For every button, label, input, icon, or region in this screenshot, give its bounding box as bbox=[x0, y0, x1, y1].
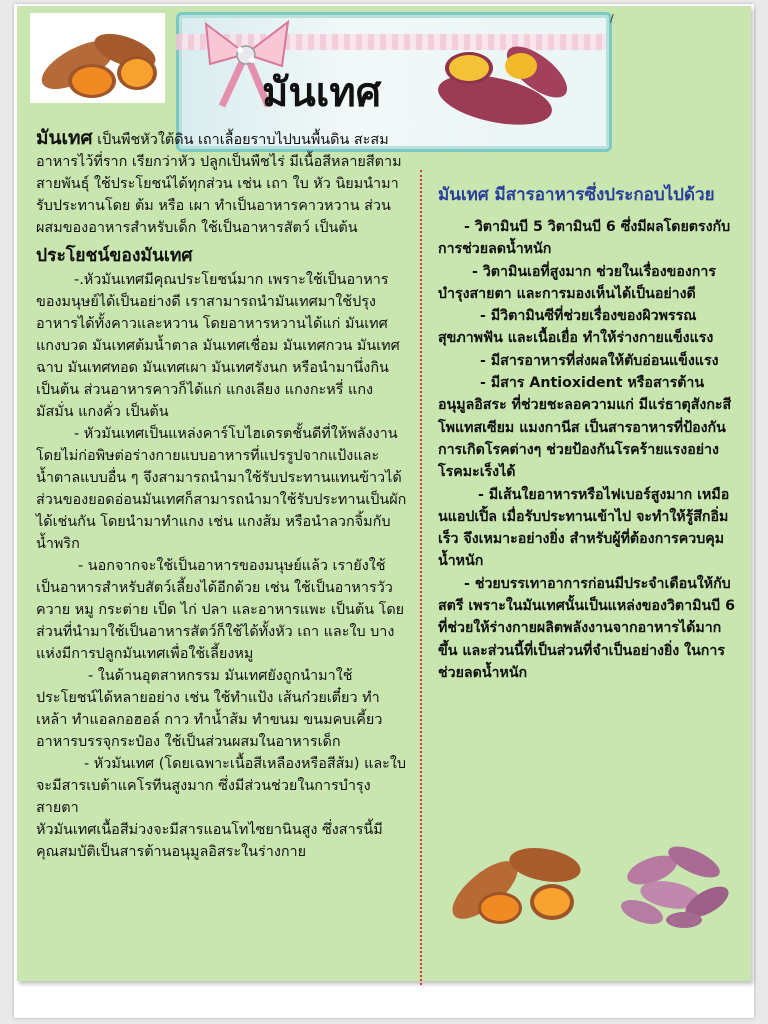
nutrient-item-6: - มีเส้นใยอาหารหรือไฟเบอร์สูงมาก เหมือนแอปเปิ้ล เมื่อรับประทานเข้าไป จะทำให้รู้สึกอิ่มเร็ว จึงเหมาะอย่างยิ่ง สำหรับผู้ที่ต้องการควบคุมน้ำหนัก bbox=[438, 486, 730, 570]
sweet-potato-image-bottom-left bbox=[440, 830, 590, 930]
page-title: มันเทศ bbox=[262, 70, 382, 116]
left-column bbox=[36, 127, 408, 863]
purple-sweet-potato-image bbox=[612, 840, 738, 932]
benefit-paragraph-5: - หัวมันเทศ (โดยเฉพาะเนื้อสีเหลืองหรือสีส้ม) และใบ จะมีสารเบต้าแคโรทีนสูงมาก ซึ่งมีส่วนช่วยในการบำรุงสายตา bbox=[36, 756, 407, 816]
nutrient-item-2: - วิตามินเอที่สูงมาก ช่วยในเรื่องของการบำรุงสายตา และการมองเห็นได้เป็นอย่างดี bbox=[438, 263, 716, 302]
banner-mark: / bbox=[610, 12, 614, 25]
sweet-potato-image-top-left bbox=[30, 13, 165, 103]
benefit-paragraph-2: - หัวมันเทศเป็นแหล่งคาร์โบไฮเดรตชั้นดีที่ให้พลังงานโดยไม่ก่อพิษต่อร่างกายแบบอาหารที่แปรรูปจากแป้งและน้ำตาลแบบอื่น ๆ จึงสามารถนำมาใช้รับประทานแทนข้าวได้ ส่วนของยอดอ่อนมันเทศก็สามารถนำมาใช้รับประทานเป็นผักได้เช่นกัน โดยนำมาทำแกง เช่น แกงส้ม หรือนำลวกจิ้มกับน้ำพริก bbox=[36, 426, 407, 552]
intro-text: เป็นพืชหัวใต้ดิน เถาเลื้อยราบไปบนพื้นดิน สะสมอาหารไว้ที่ราก เรียกว่าหัว ปลูกเป็นพืชไร่ มีเนื้อสีหลายสีตามสายพันธุ์ ใช้ประโยชน์ได้ทุกส่วน เช่น เถา ใบ หัว นิยมนำมารับประทานโดย ต้ม หรือ เผา ทำเป็นอาหารคาวหวาน ส่วนผสมของอาหารสำหรับเด็ก ใช้เป็นอาหารสัตว์ เป็นต้น bbox=[36, 132, 402, 236]
intro-bold-word: มันเทศ bbox=[36, 127, 93, 149]
column-divider bbox=[420, 170, 422, 985]
nutrient-item-7: - ช่วยบรรเทาอาการก่อนมีประจำเดือนให้กับสตรี เพราะในมันเทศนั้นเป็นแหล่งของวิตามินบี 6 ที่ช่วยให้ร่างกายผลิตพลังงานจากอาหารได้มากขึ้น และส่วนนี้ที่เป็นส่วนที่จำเป็นอย่างยิ่ง ในการช่วยลดน้ำหนัก bbox=[438, 575, 735, 681]
right-column bbox=[438, 182, 738, 684]
benefit-paragraph-3: - นอกจากจะใช้เป็นอาหารของมนุษย์แล้ว เรายังใช้เป็นอาหารสำหรับสัตว์เลี้ยงได้อีกด้วย เช่น ใช้เป็นอาหารวัว ควาย หมู กระต่าย เป็ด ไก่ ปลา และอาหารแพะ เป็นต้น โดยส่วนที่นำมาใช้เป็นอาหารสัตว์ก็ใช้ได้ทั้งหัว เถา และใบ บางแห่งมีการปลูกมันเทศเพื่อใช้เลี้ยงหมู bbox=[36, 558, 405, 662]
benefit-paragraph-6: หัวมันเทศเนื้อสีม่วงจะมีสารแอนโทไซยานินสูง ซึ่งสารนี้มีคุณสมบัติเป็นสารต้านอนุมูลอิสระในร่างกาย bbox=[36, 822, 383, 860]
nutrients-heading: มันเทศ มีสารอาหารซึ่งประกอบไปด้วย bbox=[438, 185, 715, 205]
sweet-potato-image-top-right bbox=[425, 30, 590, 135]
benefit-paragraph-1: -.หัวมันเทศมีคุณประโยชน์มาก เพราะใช้เป็นอาหารของมนุษย์ได้เป็นอย่างดี เราสามารถนำมันเทศมาใช้ปรุงอาหารได้ทั้งคาวและหวาน โดยอาหารหวานได้แก่ มันเทศแกงบวด มันเทศต้มน้ำตาล มันเทศเชื่อม มันเทศกวน มันเทศฉาบ มันเทศทอด มันเทศเผา มันเทศรังนก หรือนำมานึ่งกิน เป็นต้น ส่วนอาหารคาวก็ได้แก่ แกงเลียง แกงกะหรี่ แกงมัสมั่น แกงคั่ว เป็นต้น bbox=[36, 272, 400, 420]
benefits-heading: ประโยชน์ของมันเทศ bbox=[36, 246, 193, 266]
intro-paragraph bbox=[36, 127, 408, 239]
nutrient-item-3: - มีวิตามินซีที่ช่วยเรื่องของผิวพรรณ สุขภาพฟัน และเนื้อเยื่อ ทำให้ร่างกายแข็งแรง bbox=[438, 308, 714, 347]
nutrient-item-1: - วิตามินบี 5 วิตามินบี 6 ซึ่งมีผลโดยตรงกับการช่วยลดน้ำหนัก bbox=[438, 219, 731, 258]
nutrient-item-5: - มีสาร Antioxident หรือสารต้านอนุมูลอิสระ ที่ช่วยชะลอความแก่ มีแร่ธาตุสังกะสี โพแทสเซียม แมงกานีส เป็นสารอาหารที่ป้องกันการเกิดโรคต่างๆ ช่วยป้องกันโรคร้ายแรงอย่างโรคมะเร็งได้ bbox=[438, 375, 732, 481]
benefit-paragraph-4: - ในด้านอุตสาหกรรม มันเทศยังถูกนำมาใช้ประโยชน์ได้หลายอย่าง เช่น ใช้ทำแป้ง เส้นก๋วยเตี๋ยว ทำเหล้า ทำแอลกอฮอล์ กาว ทำน้ำส้ม ทำขนม ขนมคบเคี้ยว อาหารบรรจุกระป๋อง ใช้เป็นส่วนผสมในอาหารเด็ก bbox=[36, 668, 383, 750]
nutrient-item-4: - มีสารอาหารที่ส่งผลให้ตับอ่อนแข็งแรง bbox=[480, 352, 719, 369]
